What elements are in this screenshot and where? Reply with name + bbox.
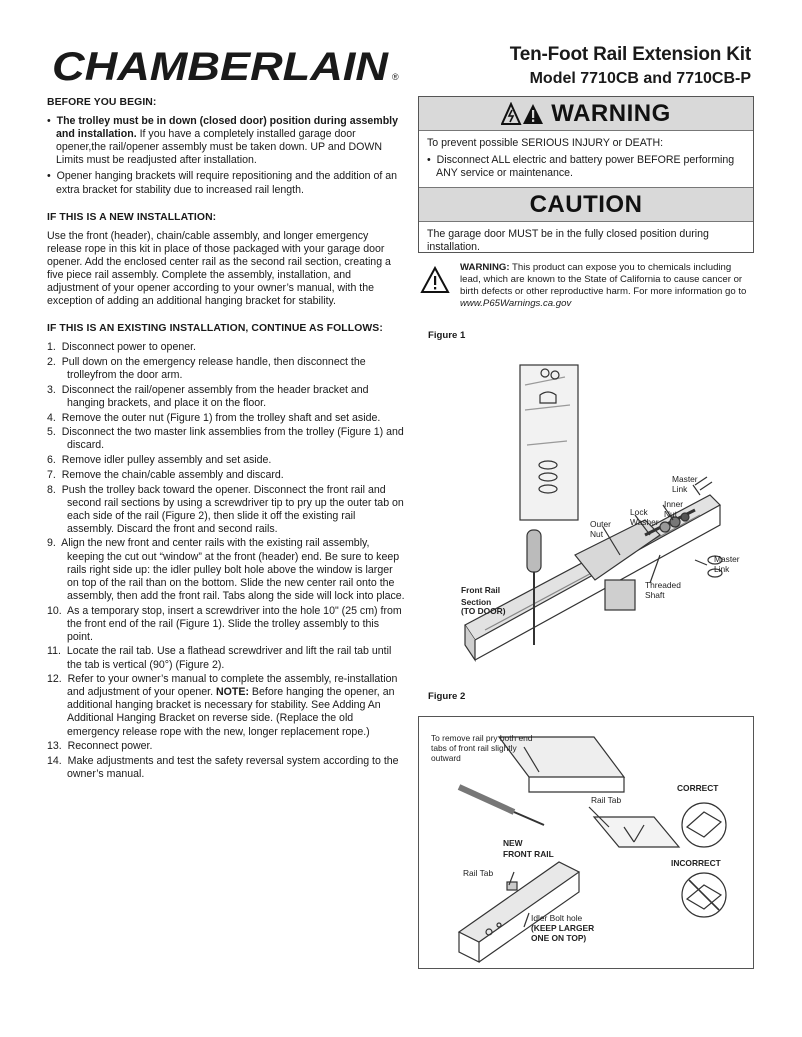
step-9: 9. Align the new front and center rails with the existing rail assembly, keeping the cut out “window” at the front (header) end. Be sure to keep rails right side up: the idler pulley bolt hole above the window is larger on top of the rail than on the bottom. Slide the new center rail onto the assembly, then add the front rail. Tabs along the side will lock into place. (47, 537, 405, 602)
new-install-text: Use the front (header), chain/cable assembly, and longer emergency release rope in this kit in place of those packaged with your garage door opener. Add the enclosed center rail as the second rail section, creating a five piece rail assembly. Complete the assembly, installation, and adjustment of your opener according to your owner’s manual, with the exception of adding an additional hanging bracket for stability. (47, 229, 391, 308)
fig2-new-front-rail-2: FRONT RAIL (503, 849, 554, 859)
new-install-heading: IF THIS IS A NEW INSTALLATION: (47, 211, 217, 223)
fig2-idler-2: (KEEP LARGER (531, 923, 595, 933)
label-master-link-right: Master Link (714, 554, 740, 574)
warning-bullet: • Disconnect ALL electric and battery power BEFORE performing ANY service or maintenance. (427, 154, 735, 179)
instructions-column (47, 96, 405, 783)
prop65-url: www.P65Warnings.ca.gov (460, 298, 572, 309)
prop65-text: WARNING: This product can expose you to chemicals including lead, which are known to the State of California to cause cancer or birth defects or other reproductive harm. For more information go to www.P65Warnings.ca.gov (460, 262, 747, 309)
step-12-note: NOTE: (216, 686, 249, 699)
label-threaded-shaft: Threaded Shaft (645, 580, 681, 600)
step-1: 1. Disconnect power to opener. (47, 341, 197, 354)
before-heading: BEFORE YOU BEGIN: (47, 97, 157, 108)
step-5: 5. Disconnect the two master link assemblies from the trolley (Figure 1) and discard. (47, 426, 404, 452)
label-master-link-top: Master Link (672, 474, 698, 494)
prop65-notice (420, 262, 754, 310)
caution-text: The garage door MUST be in the fully closed position during installation. (427, 228, 709, 253)
figure2-box (418, 716, 754, 969)
fig2-rail-tab-top: Rail Tab (591, 795, 622, 805)
model-subtitle: Model 7710CB and 7710CB-P (529, 70, 751, 87)
step-11: 11. Locate the rail tab. Use a flathead screwdriver and lift the rail tab until the tab is vertical (90°) (Figure 2). (47, 645, 392, 671)
fig2-new-front-rail-1: NEW (503, 838, 523, 848)
existing-steps (47, 341, 405, 781)
warning-band (419, 97, 753, 131)
step-12: 12. Refer to your owner’s manual to complete the assembly, re-installation and adjustment of your opener. NOTE: Before hanging the opener, an additional hanging bracket is necessary for stability. See Adding An Additional Hanging Bracket on reverse side. (Replace the old emergency release rope with the new, longer replacement rope.) (47, 673, 398, 738)
fig2-correct: CORRECT (677, 783, 719, 793)
step-8: 8. Push the trolley back toward the opener. Disconnect the front rail and second rail sections by using a screwdriver tip to pry up the outer tab on each side of the rail (Figure 2), then slide it off the existing rail assembly. Discard the front and second rails. (47, 483, 404, 535)
step-7: 7. Remove the chain/cable assembly and discard. (47, 468, 284, 481)
label-lock-washer: Lock Washer (630, 507, 659, 527)
label-front-rail-3: (TO DOOR) (461, 606, 506, 616)
registered-mark: ® (392, 72, 399, 82)
warning-text (419, 131, 753, 187)
step-6: 6. Remove idler pulley assembly and set aside. (47, 454, 272, 467)
step-13: 13. Reconnect power. (47, 740, 153, 753)
before-bullet-2-text: Opener hanging brackets will require repositioning and the addition of an extra bracket for stability due to increased rail length. (56, 170, 398, 196)
figure2-caption: Figure 2 (428, 691, 466, 702)
before-bullet-1-bold: The trolley must be in down (closed door) position during assembly and installation. (56, 115, 398, 141)
figure1-caption: Figure 1 (428, 330, 466, 341)
chamberlain-logo (52, 44, 402, 88)
step-2: 2. Pull down on the emergency release handle, then disconnect the trolleyfrom the door arm. (47, 356, 366, 382)
label-front-rail-1: Front Rail (461, 585, 501, 595)
step-14: 14. Make adjustments and test the safety reversal system according to the owner’s manual. (47, 754, 399, 781)
fig2-idler-1: Idler Bolt hole (531, 913, 583, 923)
fig2-idler-3: ONE ON TOP) (531, 933, 587, 943)
page-title: Ten-Foot Rail Extension Kit (509, 44, 751, 65)
step-3: 3. Disconnect the rail/opener assembly from the header bracket and hanging brackets, and place it on the floor. (47, 383, 369, 409)
step-4: 4. Remove the outer nut (Figure 1) from the trolley shaft and set aside. (47, 411, 381, 424)
label-outer-nut: Outer Nut (590, 519, 611, 539)
before-bullet-2: • Opener hanging brackets will require repositioning and the addition of an extra bracket for stability due to increased rail length. (47, 170, 398, 196)
caution-title: CAUTION (529, 190, 643, 218)
existing-heading: IF THIS IS AN EXISTING INSTALLATION, CONTINUE AS FOLLOWS: (47, 323, 383, 335)
label-front-rail-2: Section (461, 597, 492, 607)
before-bullet-1-rest: If you have a completely installed garage door opener,the rail/opener assembly must be taken down. UP and DOWN Limits must be readjusted after installation. (56, 128, 383, 167)
caution-triangle-icon (420, 266, 450, 294)
figure1-illustration (445, 355, 755, 665)
warning-triangle-icon (501, 102, 545, 126)
caution-band (419, 187, 753, 222)
warning-line1: To prevent possible SERIOUS INJURY or DEATH: (427, 137, 664, 149)
before-bullet-1: • The trolley must be in down (closed door) position during assembly and installation. If you have a completely installed garage door opener,the rail/opener assembly must be taken down. UP and DOWN Limits must be readjusted after installation. (47, 115, 398, 167)
prop65-label: WARNING: (460, 262, 510, 273)
label-inner-nut: Inner Nut (664, 499, 684, 519)
logo-wordmark: CHAMBERLAIN (52, 45, 390, 88)
safety-box (418, 96, 754, 253)
fig2-note: To remove rail pry both end tabs of front rail slightly outward (431, 733, 533, 763)
fig2-rail-tab-left: Rail Tab (463, 868, 494, 878)
fig2-incorrect: INCORRECT (671, 858, 721, 868)
step-10: 10. As a temporary stop, insert a screwdriver into the hole 10" (25 cm) from the front end of the rail (Figure 1). Slide the trolley assembly to this point. (47, 604, 402, 643)
warning-title: WARNING (551, 99, 671, 127)
